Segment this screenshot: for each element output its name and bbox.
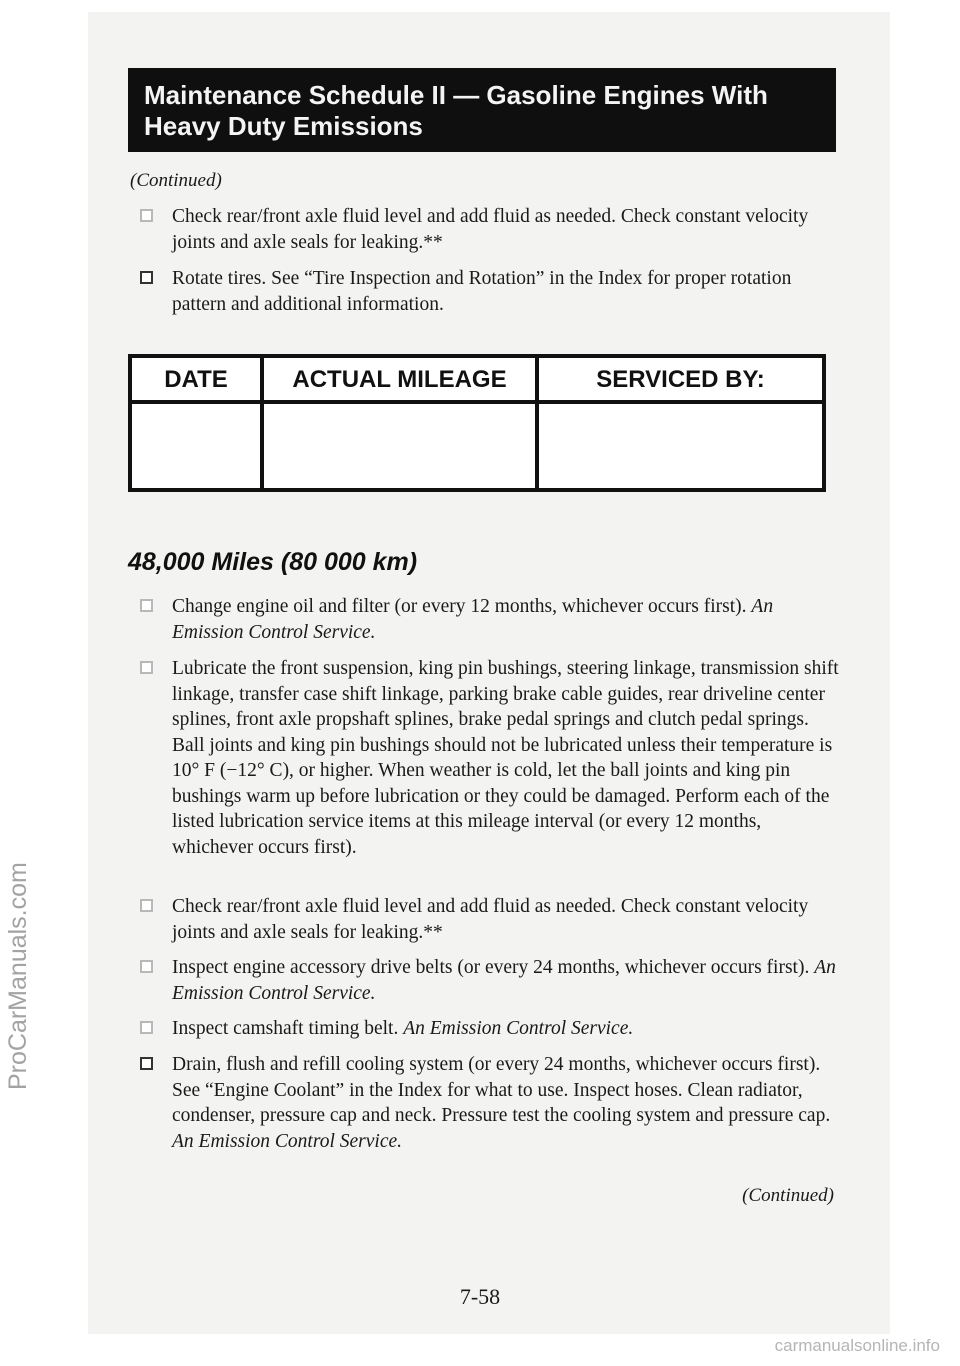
checklist-item-text: Check rear/front axle fluid level and add fluid as needed. Check constant velocity joints and axle seals for leaking.**	[172, 206, 809, 253]
column-header-actual-mileage: ACTUAL MILEAGE	[292, 366, 507, 393]
column-header-date: DATE	[164, 366, 228, 393]
continued-label-bottom: (Continued)	[742, 1185, 834, 1206]
checkbox-icon	[140, 1057, 153, 1070]
checklist-item-text: Drain, flush and refill cooling system (or every 24 months, whichever occurs first). See “Engine Coolant” in the Index for what to use. Inspect hoses. Clean radiator, condenser, pressure cap and neck. Pressure test the cooling system and pressure cap.	[172, 1054, 831, 1126]
checklist-item	[140, 894, 840, 945]
checklist-item-text: Inspect engine accessory drive belts (or every 24 months, whichever occurs first).	[172, 957, 810, 978]
column-header-serviced-by: SERVICED BY:	[596, 366, 765, 393]
watermark-text: ProCarManuals.com	[4, 862, 32, 1090]
emission-control-note: An Emission Control Service.	[172, 1130, 403, 1152]
checklist-item	[140, 266, 840, 317]
continued-label-top: (Continued)	[130, 170, 222, 191]
header-title-line2: Heavy Duty Emissions	[144, 111, 423, 141]
checkbox-icon	[140, 1021, 153, 1034]
checklist-item	[140, 1016, 840, 1042]
checkbox-icon	[140, 960, 153, 973]
checklist-item-text: Change engine oil and filter (or every 12 months, whichever occurs first).	[172, 596, 747, 617]
checklist-item	[140, 1052, 840, 1154]
checklist-item-text: Rotate tires. See “Tire Inspection and Rotation” in the Index for proper rotation pattern and additional information.	[172, 268, 792, 315]
page-header-banner	[128, 68, 836, 152]
checklist-item	[140, 656, 840, 860]
emission-control-note: An Emission Control Service.	[172, 957, 836, 1004]
checkbox-icon	[140, 599, 153, 612]
section-title: 48,000 Miles (80 000 km)	[128, 548, 418, 576]
checklist-item	[140, 955, 840, 1006]
header-title-line1: Maintenance Schedule II — Gasoline Engines With	[144, 80, 768, 110]
checklist-item-text: Check rear/front axle fluid level and add fluid as needed. Check constant velocity joints and axle seals for leaking.**	[172, 896, 809, 943]
checklist-item	[140, 594, 840, 645]
checklist-item-text: Lubricate the front suspension, king pin bushings, steering linkage, transmission shift linkage, transfer case shift linkage, parking brake cable guides, rear driveline center splines, front axle propshaft splines, brake pedal springs and clutch pedal springs. Ball joints and king pin bushings should not be lubricated unless their temperature is 10° F (−12° C), or higher. When weather is cold, let the ball joints and king pin bushings warm up before lubrication or they could be damaged. Perform each of the listed lubrication service items at this mileage interval (or every 12 months, whichever occurs first).	[172, 658, 839, 858]
checkbox-icon	[140, 899, 153, 912]
checklist-item-text: Inspect camshaft timing belt.	[172, 1018, 399, 1039]
checkbox-icon	[140, 209, 153, 222]
service-record-table	[128, 354, 826, 492]
page-number: 7-58	[459, 1284, 501, 1309]
checkbox-icon	[140, 271, 153, 284]
footer-site-text: carmanualsonline.info	[774, 1336, 940, 1355]
emission-control-note: An Emission Control Service.	[403, 1018, 634, 1039]
checkbox-icon	[140, 661, 153, 674]
checklist-item	[140, 204, 840, 255]
emission-control-note: An Emission Control Service.	[172, 596, 774, 643]
